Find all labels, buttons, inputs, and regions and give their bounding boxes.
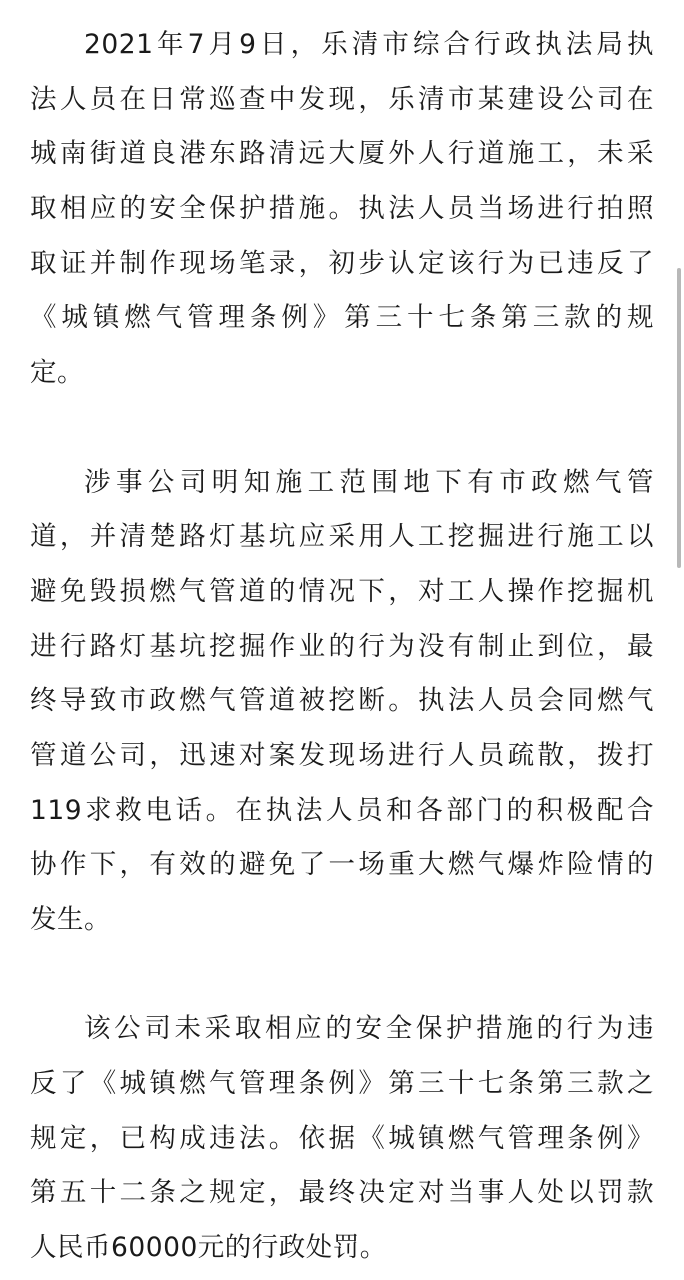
text-line: 道，并清楚路灯基坑应采用人工挖掘进行施工以	[30, 521, 654, 553]
text-line: 管道公司，迅速对案发现场进行人员疏散，拨打	[30, 739, 654, 771]
text-line: 2021年7月9日，乐清市综合行政执法局执	[84, 29, 654, 60]
text-line: 反了《城镇燃气管理条例》第三十七条第三款之	[30, 1068, 654, 1100]
article-body	[30, 18, 654, 1276]
text-line: 终导致市政燃气管道被挖断。执法人员会同燃气	[30, 685, 654, 717]
paragraph-1	[30, 18, 654, 401]
text-line: 规定，已构成违法。依据《城镇燃气管理条例》	[30, 1122, 654, 1154]
text-line: 119求救电话。在执法人员和各部门的积极配合	[30, 794, 654, 826]
text-line: 进行路灯基坑挖掘作业的行为没有制止到位，最	[30, 630, 654, 662]
text-line: 定。	[30, 357, 84, 389]
text-line: 《城镇燃气管理条例》第三十七条第三款的规	[30, 302, 654, 334]
scrollbar-thumb[interactable]	[677, 268, 681, 568]
text-line: 城南街道良港东路清远大厦外人行道施工，未采	[30, 138, 654, 170]
text-line: 涉事公司明知施工范围地下有市政燃气管	[84, 466, 654, 498]
text-line: 第五十二条之规定，最终决定对当事人处以罚款	[30, 1177, 654, 1209]
paragraph-2	[30, 456, 654, 948]
text-line: 法人员在日常巡查中发现，乐清市某建设公司在	[30, 83, 654, 115]
paragraph-gap	[30, 948, 654, 1003]
text-line: 协作下，有效的避免了一场重大燃气爆炸险情的	[30, 849, 654, 881]
text-line: 避免毁损燃气管道的情况下，对工人操作挖掘机	[30, 575, 654, 607]
text-line: 取相应的安全保护措施。执法人员当场进行拍照	[30, 193, 654, 225]
paragraph-3	[30, 1002, 654, 1275]
text-line: 该公司未采取相应的安全保护措施的行为违	[84, 1013, 654, 1045]
text-line: 发生。	[30, 904, 111, 935]
paragraph-gap	[30, 401, 654, 456]
text-line: 取证并制作现场笔录，初步认定该行为已违反了	[30, 247, 654, 279]
text-line: 人民币60000元的行政处罚。	[30, 1232, 387, 1264]
